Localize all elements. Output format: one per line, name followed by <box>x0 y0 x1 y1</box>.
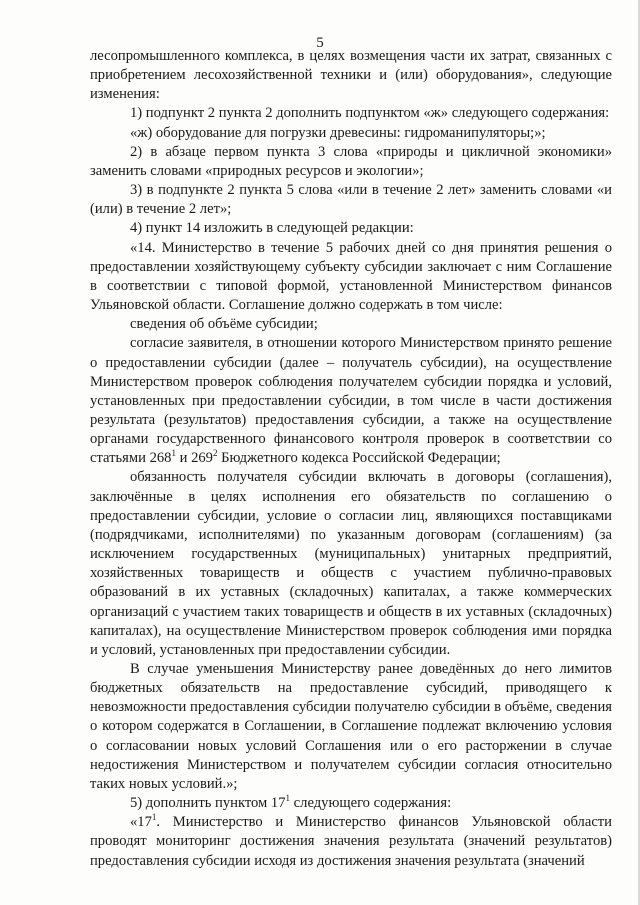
item-5-text-start: 5) дополнить пунктом 17 <box>130 795 286 812</box>
item-5-text-end: следующего содержания: <box>290 795 452 812</box>
consent-text-end: Бюджетного кодекса Российской Федерации; <box>217 450 501 467</box>
paragraph-item-2: 2) в абзаце первом пункта 3 слова «природы и цикличной экономики» заменить словами «природных ресурсов и экологии»; <box>90 143 612 179</box>
paragraph-limits-reduction: В случае уменьшения Министерству ранее доведённых до него лимитов бюджетных обязательств на предоставление субсидий, приводящего к невозможности предоставления субсидии получателю субсидии в объёме, сведения о котором содержатся в Соглашении, в Соглашение подлежат включению условия о согласовании новых условий Соглашения или о его расторжении в случае недостижения Министерством и получателем субсидии согласия относительно таких новых условий.»; <box>90 661 612 792</box>
paragraph-item-5 <box>90 794 612 813</box>
superscript: 2 <box>212 448 218 459</box>
paragraph-item-1: 1) подпункт 2 пункта 2 дополнить подпунктом «ж» следующего содержания: <box>130 105 610 122</box>
page-number: 5 <box>316 35 324 51</box>
consent-text-start: согласие заявителя, в отношении которого Министерством принято решение о предоставлении субсидии (далее – получатель субсидии), на осуществление Министерством проверок соблюдения получателем субсидии порядка и условий, установленных при предоставлении субсидии, в том числе в части достижения результата (результатов) предоставления субсидии, а также на осуществление органами государственного финансового контроля проверок в соответствии со статьями 268 <box>90 335 612 467</box>
paragraph-point-14: «14. Министерство в течение 5 рабочих дней со дня принятия решения о предоставлении хозяйствующему субъекту субсидии заключает с ним Соглашение в соответствии с типовой формой, установленной Министерством финансов Ульяновской области. Соглашение должно содержать в том числе: <box>90 239 612 314</box>
paragraph-item-3: 3) в подпункте 2 пункта 5 слова «или в течение 2 лет» заменить словами «и (или) в течение 2 лет»; <box>90 182 612 218</box>
paragraph-recipient-obligation: обязанность получателя субсидии включать в договоры (соглашения), заключённые в целях исполнения его обязательств по соглашению о предоставлении субсидии, условие о согласии лиц, являющихся поставщиками (подрядчиками, исполнителями) по указанным договорам (соглашениям) (за исключением государственных (муниципальных) унитарных предприятий, хозяйственных товариществ и обществ с участием публично-правовых образований в их уставных (складочных) капиталах, а также коммерческих организаций с участием таких товариществ и обществ в их уставных (складочных) капиталах), на осуществление Министерством проверок соблюдения ими порядка и условий, установленных при предоставлении субсидии. <box>90 469 612 658</box>
paragraph-intro: лесопромышленного комплекса, в целях возмещения части их затрат, связанных с приобретением лесохозяйственной техники и (или) оборудования», следующие изменения: <box>90 48 612 103</box>
consent-text-mid: и 269 <box>175 450 213 467</box>
paragraph-subsidy-volume: сведения об объёме субсидии; <box>130 316 318 333</box>
paragraph-applicant-consent <box>90 334 612 468</box>
point-17-text-end: . Министерство и Министерство финансов Ульяновской области проводят мониторинг достижения значения результата (значений результатов) предоставления субсидии исходя из достижения значения результата (значений <box>90 814 612 869</box>
superscript: 1 <box>151 812 157 823</box>
paragraph-item-4: 4) пункт 14 изложить в следующей редакции: <box>130 220 414 237</box>
superscript: 1 <box>171 448 176 459</box>
point-17-text-start: «17 <box>130 814 152 831</box>
paragraph-point-17-1 <box>90 813 612 870</box>
document-body <box>90 47 612 871</box>
paragraph-item-1-content: «ж) оборудование для погрузки древесины: гидроманипуляторы;»; <box>130 124 546 141</box>
superscript: 1 <box>285 793 291 804</box>
